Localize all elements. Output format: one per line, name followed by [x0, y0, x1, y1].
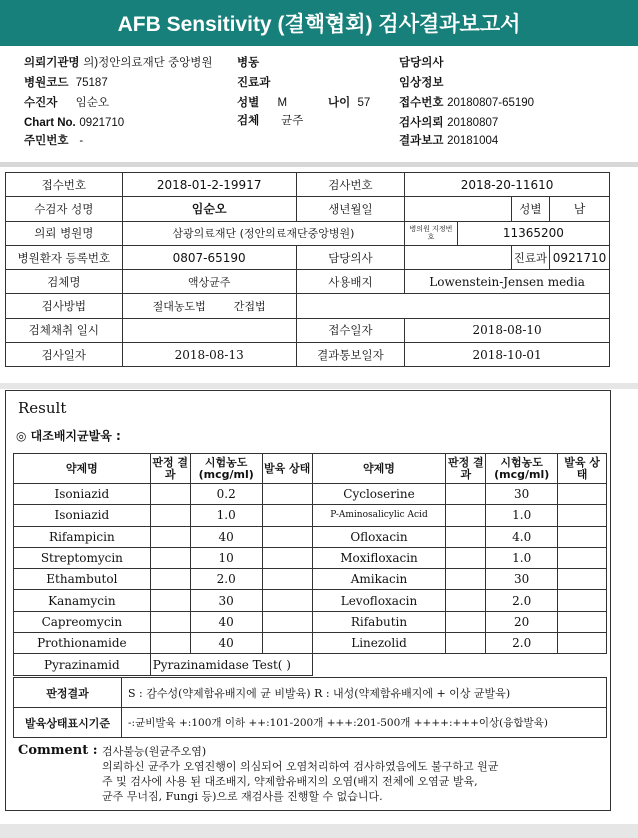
drug-judge-cell [150, 547, 190, 568]
media-name: Lowenstein-Jensen media [405, 270, 610, 294]
drug-drug-cell: Linezolid [312, 633, 446, 654]
drug-conc-cell: 40 [190, 611, 262, 632]
drug-drug-cell: Levofloxacin [312, 590, 446, 611]
drug-conc-cell: 40 [190, 633, 262, 654]
pyrazinamidase-test: Pyrazinamidase Test( ) [150, 654, 312, 675]
drug-drug-cell: Cycloserine [312, 484, 446, 505]
request-date-field: 검사의뢰 20180807 [399, 115, 499, 129]
divider [0, 383, 638, 389]
drug-drug-cell: P-Aminosalicylic Acid [312, 505, 446, 526]
drug-growth-cell [558, 590, 607, 611]
patient-name: 임순오 [122, 197, 296, 221]
table-row [14, 611, 607, 632]
drug-drug-cell: Ofloxacin [312, 526, 446, 547]
drug-judge-cell [150, 569, 190, 590]
specimen-field: 검체 균주 [237, 113, 304, 127]
drug-growth-cell [558, 484, 607, 505]
doctor-label: 담당의사 [399, 55, 444, 69]
cell-label: 진료과 [511, 245, 549, 269]
drug-growth-cell [558, 505, 607, 526]
doctor-name [405, 245, 512, 269]
client-field: 의뢰기관명 의)정안의료재단 중앙병원 [24, 55, 213, 69]
department-value: 0921710 [550, 245, 610, 269]
drug-conc-cell: 2.0 [190, 569, 262, 590]
drug-conc-cell: 10 [190, 547, 262, 568]
drug-drug-cell: Amikacin [312, 569, 446, 590]
test-date: 2018-08-13 [122, 343, 296, 367]
cell-label: 검사번호 [296, 173, 404, 197]
drug-drug-cell: Ethambutol [14, 569, 151, 590]
control-growth-label: ◎ 대조배지균발육 : [16, 429, 121, 443]
accept-date: 2018-08-10 [405, 318, 610, 342]
drug-sensitivity-table [13, 453, 607, 676]
patient-field: 수진자 임순오 [24, 95, 109, 109]
drug-conc-cell: 20 [486, 611, 558, 632]
legend-table [13, 677, 607, 738]
col-growth: 발육 상태 [262, 454, 312, 484]
drug-judge-cell [150, 611, 190, 632]
comment-line: 주 및 검사에 사용 된 대조배지, 약제함유배지의 오염(배지 전체에 오염균 발육, [102, 775, 478, 788]
table-row [14, 526, 607, 547]
col-judge: 판정 결과 [150, 454, 190, 484]
sex-field: 성별 M [237, 95, 288, 109]
sex-value: 남 [550, 197, 610, 221]
drug-judge-cell [446, 633, 486, 654]
cell-label: 병의원 지정번호 [405, 221, 458, 245]
drug-conc-cell: 30 [486, 484, 558, 505]
cell-label: 결과통보일자 [296, 343, 404, 367]
drug-judge-cell [150, 526, 190, 547]
table-row [14, 569, 607, 590]
cell-label: 의뢰 병원명 [6, 221, 123, 245]
drug-growth-cell [558, 526, 607, 547]
cell-label: 검사방법 [6, 294, 123, 318]
cell-label: 검체명 [6, 270, 123, 294]
drug-growth-cell [262, 569, 312, 590]
drug-judge-cell [150, 505, 190, 526]
drug-judge-cell [446, 505, 486, 526]
drug-conc-cell: 1.0 [486, 505, 558, 526]
drug-judge-cell [446, 526, 486, 547]
drug-drug-cell: Capreomycin [14, 611, 151, 632]
drug-conc-cell: 2.0 [486, 590, 558, 611]
drug-conc-cell: 0.2 [190, 484, 262, 505]
table-row [14, 505, 607, 526]
drug-growth-cell [558, 547, 607, 568]
collect-date [122, 318, 296, 342]
drug-drug-cell: Rifampicin [14, 526, 151, 547]
patient-reg-no: 0807-65190 [122, 245, 296, 269]
drug-drug-cell: Isoniazid [14, 484, 151, 505]
drug-growth-cell [262, 505, 312, 526]
comment-label: Comment : [18, 743, 98, 758]
hospital-code: 11365200 [457, 221, 609, 245]
empty-cell [312, 654, 606, 675]
notify-date: 2018-10-01 [405, 343, 610, 367]
drug-conc-cell: 1.0 [486, 547, 558, 568]
col-conc: 시험농도 (mcg/ml) [486, 454, 558, 484]
drug-growth-cell [558, 611, 607, 632]
drug-growth-cell [262, 484, 312, 505]
receipt-no: 2018-01-2-19917 [122, 173, 296, 197]
drug-growth-cell [262, 547, 312, 568]
drug-judge-cell [150, 484, 190, 505]
comment-body [102, 744, 602, 804]
drug-judge-cell [446, 569, 486, 590]
drug-drug-cell: Moxifloxacin [312, 547, 446, 568]
col-judge: 판정 결과 [446, 454, 486, 484]
cell-label: 접수일자 [296, 318, 404, 342]
drug-drug-cell: Isoniazid [14, 505, 151, 526]
cell-label: 수검자 성명 [6, 197, 123, 221]
judge-legend-label: 판정결과 [14, 678, 122, 708]
drug-conc-cell: 30 [486, 569, 558, 590]
ward-label: 병동 [237, 55, 260, 69]
comment-line: 검사불능(원균주오염) [102, 745, 207, 758]
hospital-name: 삼광의료재단 (정안의료재단중앙병원) [122, 221, 405, 245]
age-field: 나이 57 [328, 95, 371, 109]
birth-date [405, 197, 512, 221]
comment-line: 의뢰하신 균주가 오염진행이 의심되어 오염처리하여 검사하였음에도 불구하고 원균 [102, 760, 499, 773]
cell-label: 성별 [511, 197, 549, 221]
empty-cell [296, 294, 609, 318]
test-method: 절대농도법 간접법 [122, 294, 296, 318]
drug-growth-cell [262, 611, 312, 632]
specimen-name: 액상균주 [122, 270, 296, 294]
drug-judge-cell [446, 547, 486, 568]
pyrazinamid-drug: Pyrazinamid [14, 654, 151, 675]
drug-conc-cell: 2.0 [486, 633, 558, 654]
table-row [14, 484, 607, 505]
cell-label: 생년월일 [296, 197, 404, 221]
drug-growth-cell [262, 633, 312, 654]
drug-conc-cell: 40 [190, 526, 262, 547]
cell-label: 담당의사 [296, 245, 404, 269]
cell-label: 검사일자 [6, 343, 123, 367]
request-info-table [5, 172, 610, 367]
chart-field: Chart No. 0921710 [24, 117, 125, 129]
drug-conc-cell: 1.0 [190, 505, 262, 526]
drug-growth-cell [262, 526, 312, 547]
department-label: 진료과 [237, 75, 271, 89]
table-row [14, 590, 607, 611]
result-section [5, 390, 611, 811]
drug-growth-cell [262, 590, 312, 611]
divider [0, 162, 638, 167]
comment-line: 균주 무너짐, Fungi 등)으로 재검사를 진행할 수 없습니다. [102, 790, 383, 803]
drug-judge-cell [150, 590, 190, 611]
col-drug: 약제명 [312, 454, 446, 484]
resident-no-field: 주민번호 - [24, 133, 84, 147]
receipt-field: 접수번호 20180807-65190 [399, 95, 535, 109]
table-row [14, 547, 607, 568]
drug-judge-cell [446, 590, 486, 611]
footer-band [0, 824, 638, 838]
test-no: 2018-20-11610 [405, 173, 610, 197]
drug-growth-cell [558, 633, 607, 654]
cell-label: 사용배지 [296, 270, 404, 294]
drug-drug-cell: Streptomycin [14, 547, 151, 568]
cell-label: 병원환자 등록번호 [6, 245, 123, 269]
hospital-code-field: 병원코드 75187 [24, 75, 108, 89]
cell-label: 접수번호 [6, 173, 123, 197]
report-date-field: 결과보고 20181004 [399, 133, 499, 147]
drug-conc-cell: 30 [190, 590, 262, 611]
growth-legend-label: 발육상태표시기준 [14, 708, 122, 738]
col-growth: 발육 상태 [558, 454, 607, 484]
judge-legend-text: S : 감수성(약제함유배지에 균 비발육) R : 내성(약제함유배지에 + 이상 균발육) [122, 678, 607, 708]
clinical-info-label: 임상정보 [399, 75, 444, 89]
drug-drug-cell: Rifabutin [312, 611, 446, 632]
drug-judge-cell [446, 611, 486, 632]
cell-label: 검체채취 일시 [6, 318, 123, 342]
table-row [14, 633, 607, 654]
report-title: AFB Sensitivity (결핵협회) 검사결과보고서 [0, 0, 638, 46]
col-drug: 약제명 [14, 454, 151, 484]
col-conc: 시험농도 (mcg/ml) [190, 454, 262, 484]
drug-growth-cell [558, 569, 607, 590]
growth-legend-text: -:균비발육 +:100개 이하 ++:101-200개 +++:201-500개 ++++:+++이상(융합발육) [122, 708, 607, 738]
drug-judge-cell [446, 484, 486, 505]
drug-drug-cell: Prothionamide [14, 633, 151, 654]
drug-judge-cell [150, 633, 190, 654]
drug-conc-cell: 4.0 [486, 526, 558, 547]
drug-drug-cell: Kanamycin [14, 590, 151, 611]
result-title: Result [18, 399, 67, 417]
